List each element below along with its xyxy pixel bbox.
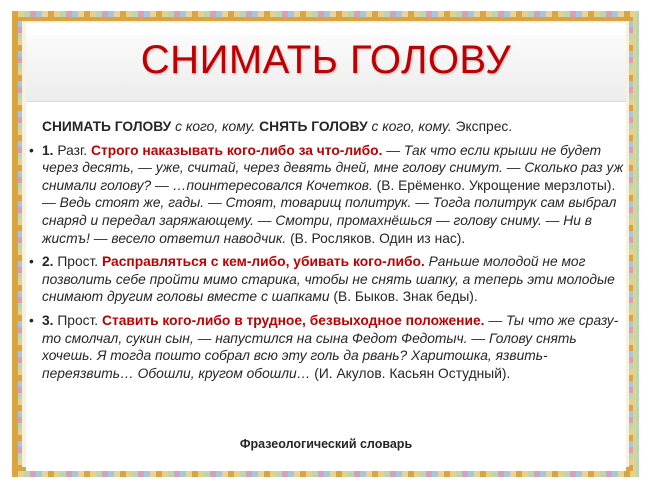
slide-title: СНИМАТЬ ГОЛОВУ xyxy=(140,38,512,82)
sense-definition: Расправляться с кем-либо, убивать кого-либо. xyxy=(102,254,425,270)
example-source: (В. Быков. Знак беды). xyxy=(333,289,478,305)
sense-number: 2. xyxy=(42,254,54,270)
headword-2: СНЯТЬ ГОЛОВУ xyxy=(259,119,368,134)
sense-example: — Ведь стоят же, гады. — Стоят, товарищ политрук. — Тогда политрук сам выбрал снаряд и передал заряжающему. — Смотри, промахнёшься — голову сниму. — Ни в жистъ! — весело ответил наводчик. xyxy=(42,195,617,246)
government-1: с кого, кому. xyxy=(175,119,256,134)
sense-3 xyxy=(42,312,628,382)
example-source: (В. Ерёменко. Укрощение мерзлоты). xyxy=(376,177,616,193)
entry-head xyxy=(42,118,628,136)
usage-label: Разг. xyxy=(57,142,88,158)
slide-panel xyxy=(26,23,626,471)
sense-1 xyxy=(42,142,628,248)
usage-label: Прост. xyxy=(57,254,99,270)
sense-2 xyxy=(42,253,628,306)
sense-example: — Так что если крыши не будет через десять, — уже, считай, через девять дней, мне голову снимут. — Сколько раз уж снимали голову? — …поинтересовался Кочетков. xyxy=(42,142,624,193)
example-source: (И. Акулов. Касьян Остудный). xyxy=(314,365,511,381)
sense-number: 1. xyxy=(42,142,54,158)
usage-label: Прост. xyxy=(57,312,99,328)
sense-definition: Ставить кого-либо в трудное, безвыходное положение. xyxy=(102,312,485,328)
sense-definition: Строго наказывать кого-либо за что-либо. xyxy=(90,142,383,158)
example-source: (В. Росляков. Один из нас). xyxy=(290,230,466,246)
dictionary-entry xyxy=(42,118,628,388)
sense-example: — Ты что же сразу-то смолчал, сукин сын, — напустился на сына Федот Федотыч. — Голову снять хочешь. Я тогда пошто собрал всю эту голь да рвань? Харитошка, язвить-переязвить… Обошли, кругом обошли… xyxy=(42,312,619,381)
government-2: с кого, кому. xyxy=(371,119,452,134)
sense-number: 3. xyxy=(42,312,54,328)
source-caption: Фразеологический словарь xyxy=(239,437,413,451)
headword-1: СНИМАТЬ ГОЛОВУ xyxy=(42,119,172,134)
style-mark: Экспрес. xyxy=(455,119,513,134)
sense-example: Раньше молодой не мог позволить себе пройти мимо старика, чтобы не снять шапку, а теперь эти молодые снимают другим головы вместе с шапками xyxy=(42,254,615,305)
